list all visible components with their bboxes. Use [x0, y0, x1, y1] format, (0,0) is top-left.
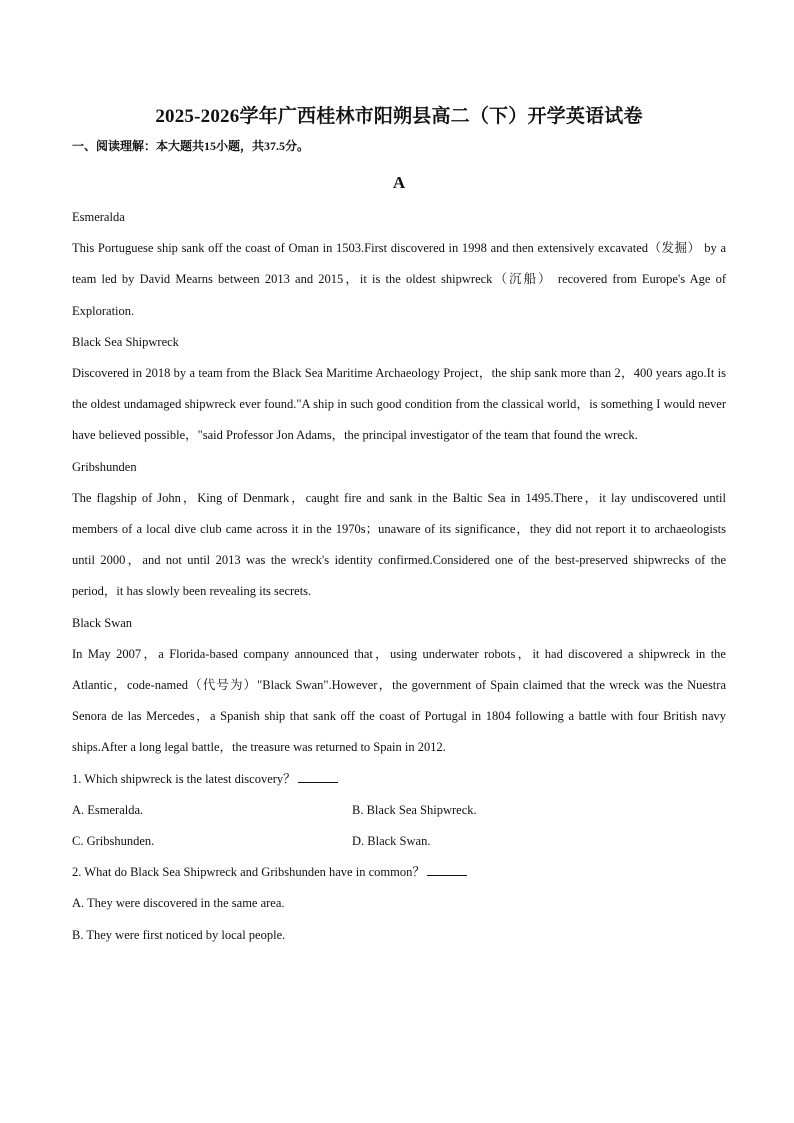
question-1-options	[72, 795, 726, 857]
section-heading: 一、阅读理解：本大题共15小题，共37.5分。	[72, 139, 310, 153]
answer-blank-2[interactable]	[427, 863, 467, 876]
entry-name-black-sea-shipwreck: Black Sea Shipwreck	[72, 334, 179, 349]
entry-name-esmeralda: Esmeralda	[72, 210, 125, 224]
entry-name-black-swan: Black Swan	[72, 615, 133, 630]
answer-blank-1[interactable]	[298, 770, 338, 783]
question-1-option-a[interactable]: A. Esmeralda.	[72, 802, 144, 817]
question-1-option-d[interactable]: D. Black Swan.	[352, 834, 431, 849]
exam-page	[72, 100, 726, 951]
exam-title: 2025-2026学年广西桂林市阳朔县高二（下）开学英语试卷	[155, 106, 643, 127]
question-1-option-b[interactable]: B. Black Sea Shipwreck.	[352, 802, 477, 817]
passage-label: A	[392, 173, 406, 192]
question-1	[72, 764, 726, 795]
question-2	[72, 857, 726, 888]
entry-paragraph-black-sea-shipwreck: Discovered in 2018 by a team from the Black Sea Maritime Archaeology Project，the ship sank more than 2，400 years ago.It is the oldest undamaged shipwreck ever found."A ship in such good condition from the classical world，is something I would never have believed possible，"said Professor Jon Adams，the principal investigator of the team that found the wreck.	[72, 366, 726, 443]
question-2-option-a[interactable]: A. They were discovered in the same area.	[72, 896, 285, 911]
entry-paragraph-black-swan: In May 2007，a Florida-based company announced that，using underwater robots，it had discovered a shipwreck in the Atlantic，code-named（代号为）"Black Swan".However，the government of Spain claimed that the wreck was the Nuestra Senora de las Mercedes，a Spanish ship that sank off the coast of Portugal in 1804 following a battle with four British navy ships.After a long legal battle，the treasure was returned to Spain in 2012.	[72, 646, 726, 755]
entry-name-gribshunden: Gribshunden	[72, 459, 137, 474]
entry-paragraph-gribshunden: The flagship of John，King of Denmark，caught fire and sank in the Baltic Sea in 1495.There，it lay undiscovered until members of a local dive club came across it in the 1970s；unaware of its significance，they did not report it to archaeologists until 2000，and not until 2013 was the wreck's identity confirmed.Considered one of the best-preserved shipwrecks of the period，it has slowly been revealing its secrets.	[72, 490, 726, 599]
question-2-option-b[interactable]: B. They were first noticed by local people.	[72, 927, 286, 942]
question-2-stem: 2. What do Black Sea Shipwreck and Gribshunden have in common？	[72, 865, 425, 880]
question-1-option-c[interactable]: C. Gribshunden.	[72, 834, 155, 849]
question-1-stem: 1. Which shipwreck is the latest discovery？	[72, 771, 296, 786]
entry-paragraph-esmeralda: This Portuguese ship sank off the coast of Oman in 1503.First discovered in 1998 and then extensively excavated（发掘） by a team led by David Mearns between 2013 and 2015，it is the oldest shipwreck（沉船） recovered from Europe's Age of Exploration.	[72, 241, 726, 318]
